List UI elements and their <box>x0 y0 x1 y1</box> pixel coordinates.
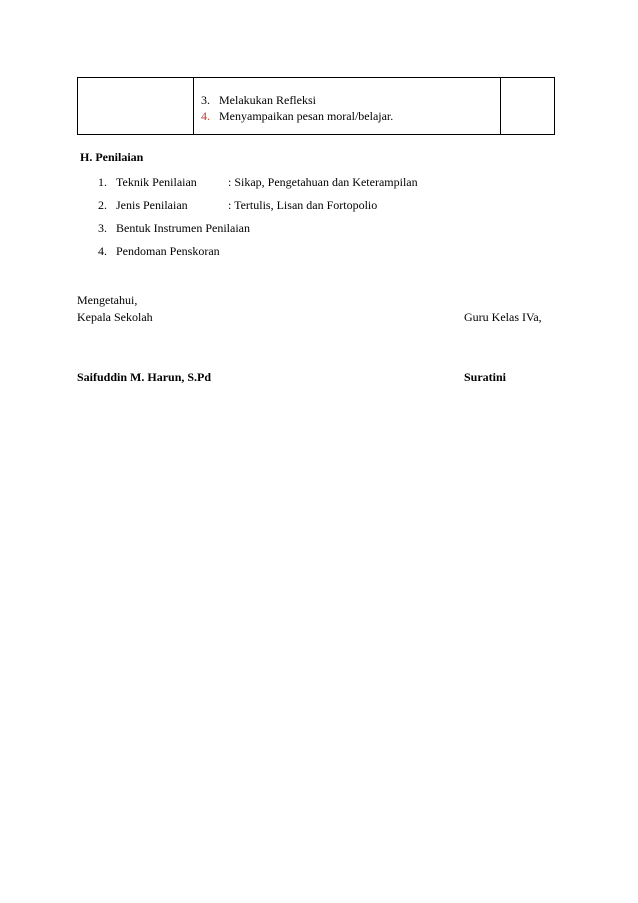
principal-name: Saifuddin M. Harun, S.Pd <box>77 370 212 384</box>
item-label: Bentuk Instrumen Penilaian <box>116 221 250 235</box>
step-number: 4. <box>201 109 210 123</box>
step-text: Menyampaikan pesan moral/belajar. <box>219 109 394 123</box>
item-number: 2. <box>98 198 107 212</box>
steps-list <box>201 92 500 124</box>
item-label: Pendoman Penskoran <box>116 244 220 258</box>
list-item <box>98 244 220 259</box>
table-cell-empty-right <box>501 78 555 135</box>
step-item <box>201 92 500 108</box>
table-cell-steps <box>194 78 501 135</box>
item-number: 4. <box>98 244 107 258</box>
teacher-name: Suratini <box>464 370 507 384</box>
principal-title: Kepala Sekolah <box>77 310 153 324</box>
list-item <box>98 175 418 190</box>
item-number: 3. <box>98 221 107 235</box>
acknowledge-text: Mengetahui, <box>77 293 138 307</box>
section-heading: H. Penilaian <box>80 150 144 164</box>
table-cell-empty-left <box>78 78 194 135</box>
step-text: Melakukan Refleksi <box>219 93 316 107</box>
item-label: Jenis Penilaian <box>116 198 188 212</box>
step-number: 3. <box>201 93 210 107</box>
teacher-title: Guru Kelas IVa, <box>464 310 542 324</box>
item-label: Teknik Penilaian <box>116 175 197 189</box>
activity-table <box>77 77 555 135</box>
item-value: : Tertulis, Lisan dan Fortopolio <box>228 198 378 212</box>
item-value: : Sikap, Pengetahuan dan Keterampilan <box>228 175 418 189</box>
list-item <box>98 198 377 213</box>
step-item <box>201 108 500 124</box>
table-row <box>78 78 555 135</box>
list-item <box>98 221 250 236</box>
item-number: 1. <box>98 175 107 189</box>
